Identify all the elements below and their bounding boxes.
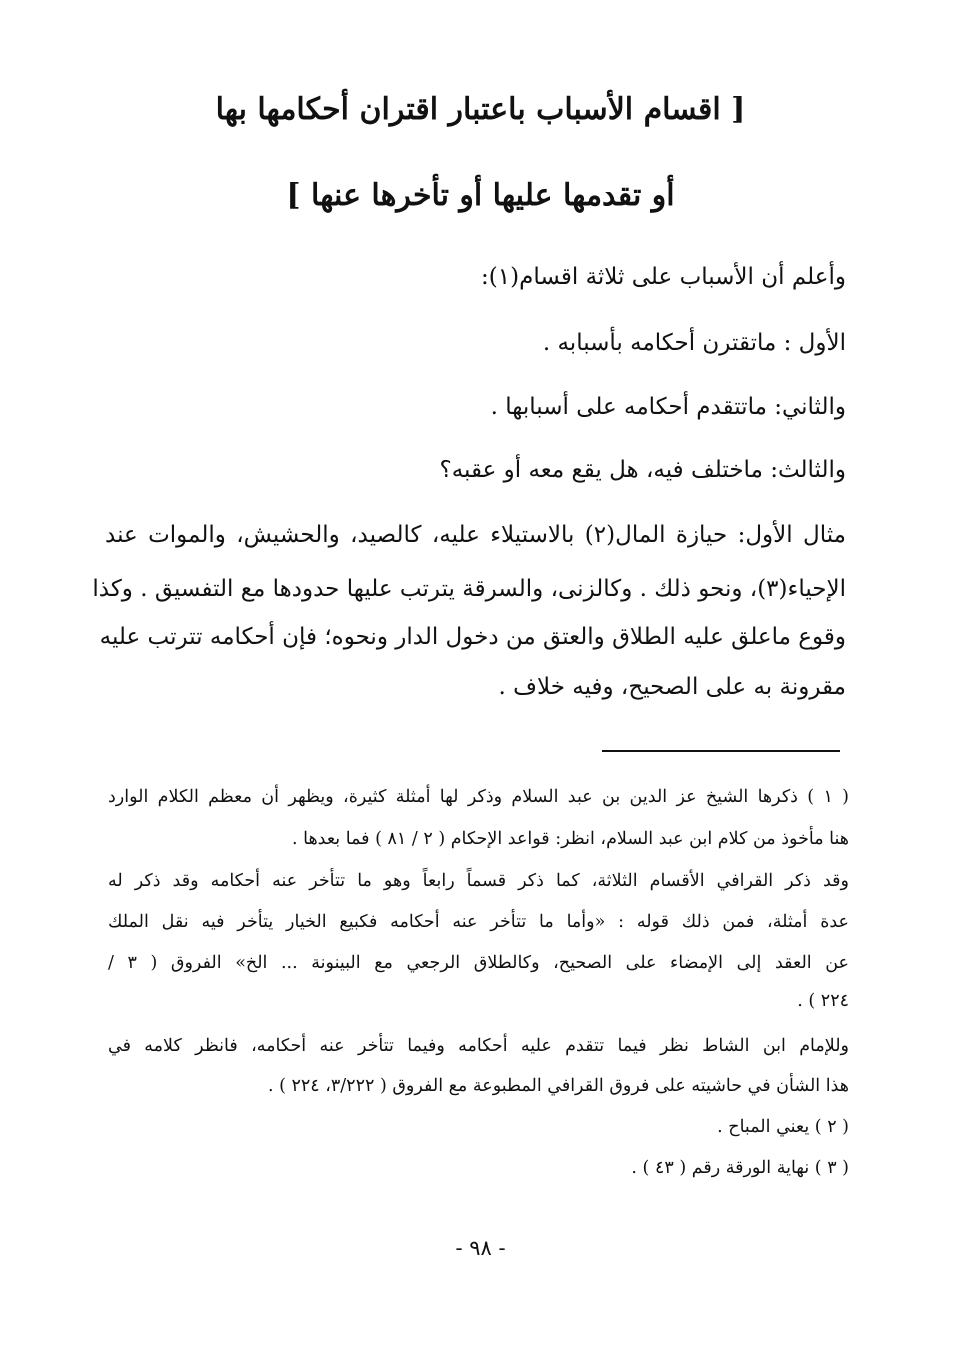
footnote-separator [602,750,840,752]
division-second: والثاني: ماتتقدم أحكامه على أسبابها . [490,394,846,420]
footnote-1-line: وللإمام ابن الشاط نظر فيما تتقدم عليه أحكامه وفيما تتأخر عنه أحكامه، فانظر كلامه في [108,1036,849,1056]
footnote-1-line: وقد ذكر القرافي الأقسام الثلاثة، كما ذكر قسماً رابعاً وهو ما تتأخر عنه أحكامه وقد ذكر له [108,871,849,891]
example-paragraph-line: مثال الأول: حيازة المال(٢) بالاستيلاء عليه، كالصيد، والحشيش، والموات عند [105,522,846,548]
division-first: الأول : ماتقترن أحكامه بأسبابه . [542,330,846,356]
example-paragraph-line: الإحياء(٣)، ونحو ذلك . وكالزنى، والسرقة يترتب عليها حدودها مع التفسيق . وكذا [92,576,846,602]
footnote-2: ( ٢ ) يعني المباح . [717,1117,849,1137]
example-paragraph-line: وقوع ماعلق عليه الطلاق والعتق من دخول الدار ونحوه؛ فإن أحكامه تترتب عليه [99,624,846,650]
footnote-1-line: هذا الشأن في حاشيته على فروق القرافي المطبوعة مع الفروق ( ٣/٢٢٢، ٢٢٤ ) . [267,1076,849,1096]
example-paragraph-line: مقرونة به على الصحيح، وفيه خلاف . [498,674,846,700]
footnote-1-line: ( ١ ) ذكرها الشيخ عز الدين بن عبد السلام وذكر لها أمثلة كثيرة، ويظهر أن معظم الكلام الوارد [108,787,850,807]
page-number: - ٩٨ - [455,1236,506,1260]
footnote-1-line: عن العقد إلى الإمضاء على الصحيح، وكالطلاق الرجعي مع البينونة ... الخ» الفروق ( ٣ / [108,953,849,973]
intro-line: وأعلم أن الأسباب على ثلاثة اقسام(١): [481,264,846,290]
footnote-3: ( ٣ ) نهاية الورقة رقم ( ٤٣ ) . [631,1158,849,1178]
footnote-1-line: ٢٢٤ ) . [797,991,849,1011]
chapter-title-line-2: أو تقدمها عليها أو تأخرها عنها ] [286,178,675,213]
division-third: والثالث: ماختلف فيه، هل يقع معه أو عقبه؟ [439,457,846,483]
footnote-1-line: هنا مأخوذ من كلام ابن عبد السلام، انظر: قواعد الإحكام ( ٢ / ٨١ ) فما بعدها . [291,829,849,849]
footnote-1-line: عدة أمثلة، فمن ذلك قوله : «وأما ما تتأخر عنه أحكامه فكبيع الخيار يتأخر فيه نقل الملك [108,912,849,932]
chapter-title-line-1: [ اقسام الأسباب باعتبار اقتران أحكامها بها [215,92,746,127]
